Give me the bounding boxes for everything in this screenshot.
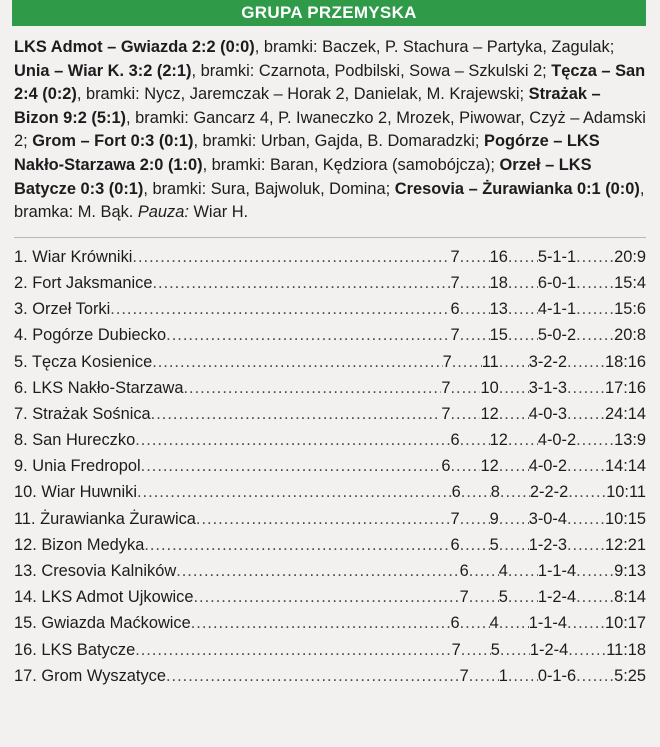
leader-dots [567,375,605,401]
goals: 24:14 [604,404,646,423]
goals: 10:11 [606,483,646,502]
goals: 10:17 [604,614,646,633]
matches-played: 7 [451,640,461,659]
matches-played: 7 [450,509,460,528]
position: 6. [14,378,28,397]
match-score: LKS Admot – Gwiazda 2:2 (0:0) [14,38,255,56]
team-cell [14,479,137,505]
points: 12 [480,457,499,476]
team-name: Gwiazda Maćkowice [41,614,191,633]
goals: 15:6 [614,300,646,319]
leader-dots [166,322,450,348]
points: 16 [489,247,508,266]
leader-dots [576,584,614,610]
team-name: Pogórze Dubiecko [32,326,167,345]
position: 14. [14,588,37,607]
position: 17. [14,666,37,685]
standings-table [14,237,646,689]
match-scorers: , bramki: Baran, Kędziora (samobójcza); [202,155,500,174]
matches-played: 6 [450,300,460,319]
position: 4. [14,326,28,345]
match-scorers: , bramki: Nycz, Jaremczak – Horak 2, Danielak, M. Krajewski; [76,85,529,104]
match-score: Unia – Wiar K. 3:2 (2:1) [14,61,192,80]
leader-dots [567,401,605,427]
team-name: Strażak Sośnica [32,404,151,423]
wins-draws-losses: 2-2-2 [529,483,569,502]
matches-played: 7 [441,404,451,423]
table-row [14,349,646,375]
leader-dots [151,401,442,427]
leader-dots [460,296,490,322]
points: 9 [489,509,499,528]
wins-draws-losses: 4-0-2 [537,431,577,450]
leader-dots [499,375,529,401]
wins-draws-losses: 5-1-1 [537,247,577,266]
matches-played: 6 [451,483,461,502]
leader-dots [469,584,499,610]
matches-played: 6 [450,614,460,633]
team-name: Tęcza Kosienice [31,352,153,371]
leader-dots [176,558,459,584]
wins-draws-losses: 3-1-3 [528,378,567,397]
position: 16. [14,640,37,659]
leader-dots [508,663,538,689]
points: 11 [481,352,499,371]
matches-played: 6 [450,535,460,554]
leader-dots [576,558,614,584]
leader-dots [152,349,442,375]
leader-dots [508,584,538,610]
goals: 14:14 [604,457,646,476]
table-row [14,244,646,270]
leader-dots [460,322,490,348]
table-row [14,610,646,636]
points: 8 [490,483,500,502]
leader-dots [567,349,605,375]
leader-dots [135,427,450,453]
team-cell [14,296,110,322]
points: 12 [480,404,499,423]
team-cell [14,401,151,427]
leader-dots [452,349,482,375]
team-name: Wiar Krówniki [32,247,133,266]
points: 4 [498,562,508,580]
team-name: LKS Nakło-Starzawa [32,378,184,397]
table-row [14,322,646,348]
leader-dots [194,584,460,610]
leader-dots [166,663,460,689]
team-cell [14,322,166,348]
matches-played: 6 [450,431,460,450]
wins-draws-losses: 1-1-4 [528,614,567,633]
wins-draws-losses: 4-1-1 [537,300,577,319]
leader-dots [135,637,451,663]
leader-dots [450,375,480,401]
leader-dots [460,244,490,270]
team-cell [14,244,132,270]
table-row [14,479,646,505]
team-cell [14,637,135,663]
team-name: Grom Wyszatyce [41,666,166,685]
match-score: Orzeł – LKS Batycze 0:3 (0:1) [14,155,592,198]
table-row [14,663,646,689]
match-score: Grom – Fort 0:3 (0:1) [32,132,194,151]
team-cell [14,453,141,479]
goals: 12:21 [604,535,646,554]
table-row [14,427,646,453]
points: 5 [490,640,500,659]
section-header [12,0,646,26]
match-scorers: , bramka: M. Bąk. [14,179,645,222]
leader-dots [460,506,490,532]
leader-dots [576,296,614,322]
pause-label: Pauza: [137,203,189,222]
position: 3. [14,300,28,319]
wins-draws-losses: 3-2-2 [528,352,567,371]
points: 5 [498,588,508,607]
match-scorers: , bramki: Czarnota, Podbilski, Sowa – Szkulski 2; [191,61,552,80]
match-score: Strażak – Bizon 9:2 (5:1) [14,85,601,127]
pause-team: Wiar H. [188,203,249,222]
points: 4 [489,614,499,633]
match-score: Tęcza – San 2:4 (0:2) [14,61,646,104]
leader-dots [500,637,530,663]
goals: 15:4 [614,273,646,292]
matches-played: 7 [442,352,452,371]
table-row [14,296,646,322]
matches-played: 7 [459,588,469,607]
leader-dots [567,506,605,532]
table-row [14,375,646,401]
wins-draws-losses: 1-1-4 [537,562,577,580]
matches-played: 7 [441,378,451,397]
leader-dots [499,401,529,427]
leader-dots [508,296,538,322]
leader-dots [499,349,529,375]
table-row [14,506,646,532]
leader-dots [461,637,491,663]
matches-played: 7 [450,247,460,266]
team-name: LKS Admot Ujkowice [41,588,194,607]
wins-draws-losses: 3-0-4 [528,509,567,528]
leader-dots [469,558,499,584]
match-scorers: , bramki: Baczek, P. Stachura – Partyka, Zagulak; [254,38,615,56]
leader-dots [568,479,606,505]
leader-dots [499,506,529,532]
position: 12. [14,535,37,554]
position: 9. [14,457,28,476]
goals: 17:16 [604,378,646,397]
matches-played: 7 [459,666,469,685]
leader-dots [460,532,490,558]
leader-dots [499,610,529,636]
leader-dots [576,427,614,453]
table-row [14,453,646,479]
team-name: Fort Jaksmanice [32,273,153,292]
wins-draws-losses: 6-0-1 [537,273,577,292]
team-cell [14,270,152,296]
leader-dots [576,322,614,348]
match-score: Cresovia – Żurawianka 0:1 (0:0) [394,179,640,198]
team-cell [14,375,183,401]
team-cell [14,584,194,610]
leader-dots [450,401,480,427]
leader-dots [461,479,491,505]
team-name: Cresovia Kalników [41,562,177,580]
leader-dots [460,270,490,296]
position: 5. [14,352,28,371]
team-cell [14,663,166,689]
wins-draws-losses: 1-2-3 [528,535,567,554]
leader-dots [499,532,529,558]
position: 8. [14,431,28,450]
position: 1. [14,247,28,266]
leader-dots [508,244,538,270]
team-name: LKS Batycze [41,640,136,659]
leader-dots [508,558,538,584]
table-row [14,401,646,427]
leader-dots [576,270,614,296]
goals: 13:9 [614,431,646,450]
leader-dots [576,663,614,689]
wins-draws-losses: 4-0-2 [528,457,567,476]
position: 7. [14,404,28,423]
team-name: Orzeł Torki [32,300,111,319]
position: 2. [14,273,28,292]
leader-dots [460,610,490,636]
leader-dots [567,453,605,479]
match-scorers: , bramki: Sura, Bajwoluk, Domina; [143,179,395,198]
table-row [14,637,646,663]
matches-played: 6 [459,562,469,580]
team-cell [14,427,135,453]
position: 15. [14,614,37,633]
goals: 5:25 [614,666,646,685]
team-name: Bizon Medyka [41,535,145,554]
match-scorers: , bramki: Gancarz 4, P. Iwaneczko 2, Mrozek, Piwowar, Czyż – Adamski 2; [14,108,646,151]
team-name: Unia Fredropol [32,457,141,476]
matches-played: 7 [450,273,460,292]
leader-dots [183,375,441,401]
table-row [14,558,646,584]
table-row [14,532,646,558]
wins-draws-losses: 1-2-4 [537,588,577,607]
leader-dots [110,296,450,322]
leader-dots [576,244,614,270]
goals: 20:9 [614,247,646,266]
goals: 11:18 [606,640,646,659]
wins-draws-losses: 4-0-3 [528,404,567,423]
leader-dots [500,479,530,505]
leader-dots [191,610,451,636]
team-name: San Hureczko [32,431,136,450]
goals: 8:14 [614,588,646,607]
match-scorers: , bramki: Urban, Gajda, B. Domaradzki; [193,132,485,151]
leader-dots [144,532,450,558]
wins-draws-losses: 1-2-4 [529,640,569,659]
leader-dots [469,663,499,689]
leader-dots [568,637,606,663]
leader-dots [152,270,450,296]
leader-dots [508,270,538,296]
wins-draws-losses: 0-1-6 [537,666,577,685]
team-cell [14,558,176,584]
position: 11. [14,509,36,528]
points: 1 [498,666,508,685]
points: 5 [489,535,499,554]
points: 10 [480,378,499,397]
team-cell [14,610,191,636]
leader-dots [460,427,490,453]
points: 18 [489,273,508,292]
table-row [14,270,646,296]
leader-dots [508,322,538,348]
points: 12 [489,431,508,450]
match-results [14,36,646,225]
goals: 18:16 [604,352,646,371]
team-cell [14,506,196,532]
section-title: GRUPA PRZEMYSKA [241,3,417,22]
match-score: Pogórze – LKS Nakło-Starzawa 2:0 (1:0) [14,132,600,174]
leader-dots [141,453,442,479]
position: 13. [14,562,37,580]
matches-played: 6 [441,457,451,476]
team-cell [14,532,144,558]
leader-dots [196,506,451,532]
matches-played: 7 [450,326,460,345]
goals: 20:8 [614,326,646,345]
table-row [14,584,646,610]
position: 10. [14,483,37,502]
leader-dots [137,479,452,505]
leader-dots [450,453,480,479]
wins-draws-losses: 5-0-2 [537,326,577,345]
leader-dots [567,610,605,636]
team-name: Żurawianka Żurawica [40,509,196,528]
leader-dots [567,532,605,558]
leader-dots [132,244,450,270]
leader-dots [508,427,538,453]
team-name: Wiar Huwniki [41,483,137,502]
team-cell [14,349,152,375]
goals: 10:15 [604,509,646,528]
goals: 9:13 [614,562,646,580]
leader-dots [499,453,529,479]
points: 15 [489,326,508,345]
points: 13 [489,300,508,319]
